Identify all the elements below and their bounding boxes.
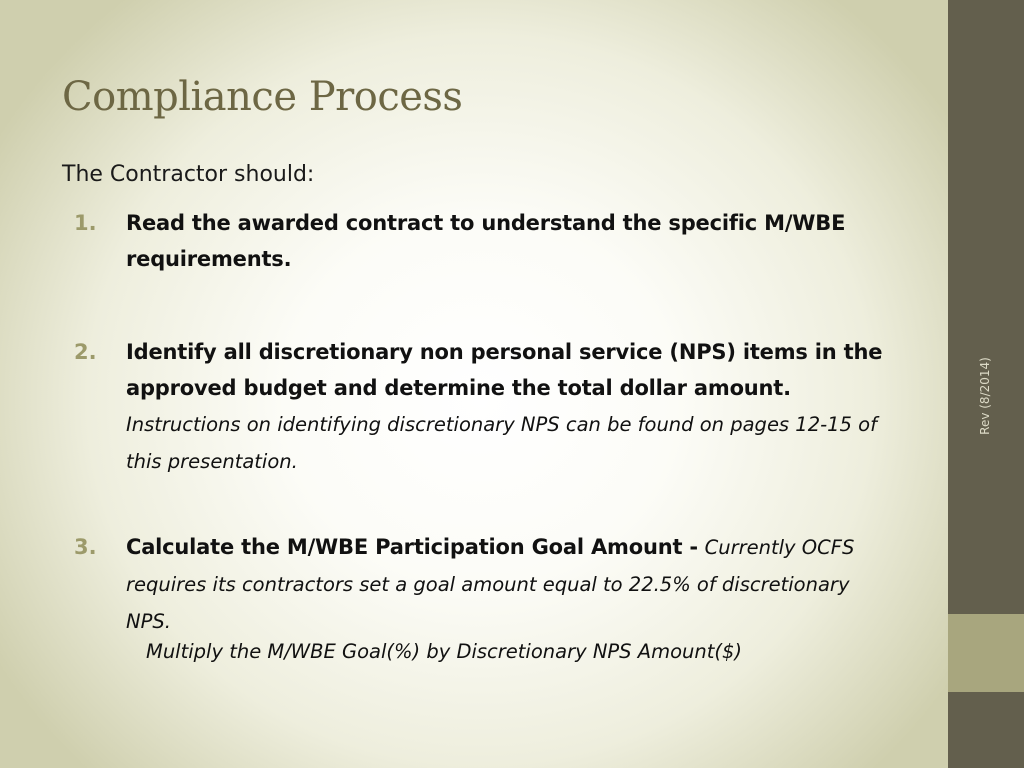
list-item-body [126,334,892,480]
list-item-bold-text: Identify all discretionary non personal service (NPS) items in the approved budget and determine the total dollar amount. [126,340,883,400]
list-item [62,334,892,480]
list-item [62,205,892,277]
list-item-italic-text: Currently OCFS requires its contractors set a goal amount equal to 22.5% of discretionary NPS. [126,536,855,633]
list-item-number: 3. [74,535,97,559]
list-item-body [126,205,892,277]
list-item [62,529,892,640]
intro-text: The Contractor should: [62,162,315,187]
list-item-number: 1. [74,211,97,235]
list-item-bold-text: Calculate the M/WBE Participation Goal Amount - [126,535,698,559]
list-item-number: 2. [74,340,97,364]
list-item-body [126,529,892,640]
list-item-bold-text: Read the awarded contract to understand the specific M/WBE requirements. [126,211,846,271]
slide-title: Compliance Process [62,74,463,120]
revision-footer: Rev (8/2014) [978,357,992,435]
sidebar-accent-block [948,614,1024,692]
formula-text: Multiply the M/WBE Goal(%) by Discretionary NPS Amount($) [146,640,742,663]
list-item-italic-text: Instructions on identifying discretionary NPS can be found on pages 12-15 of this presentation. [126,413,877,473]
